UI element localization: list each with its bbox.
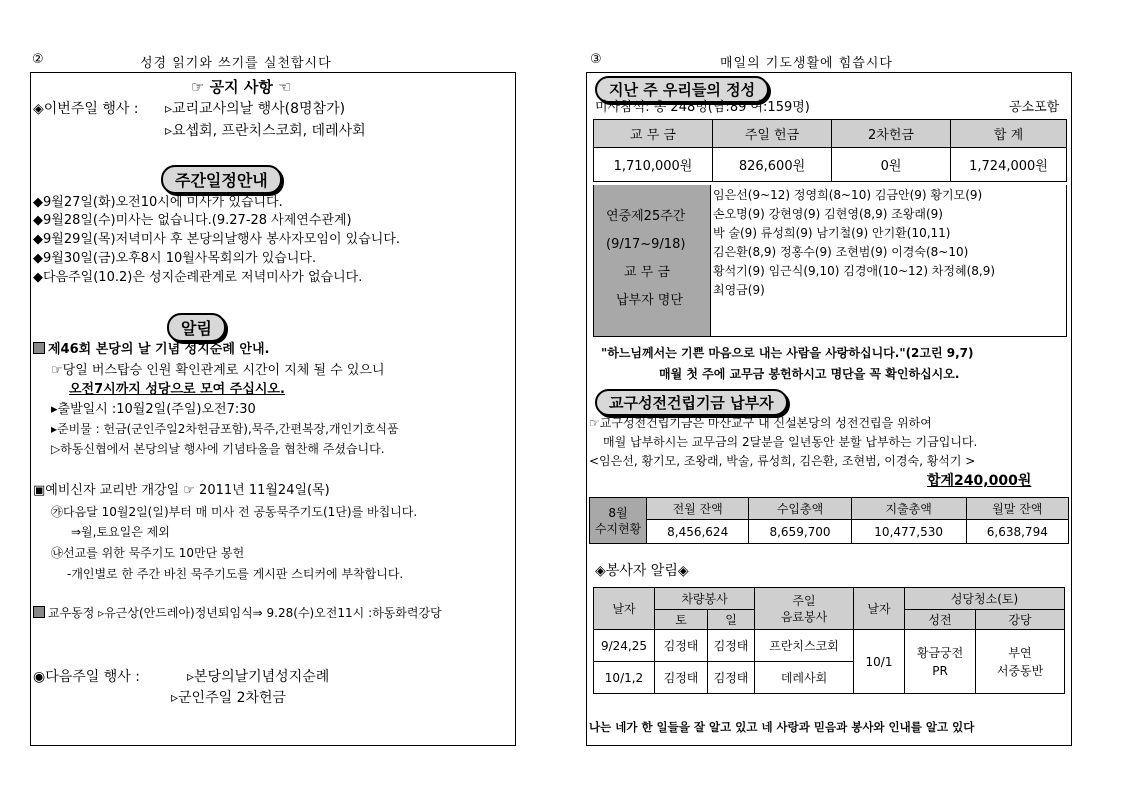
volunteer-header-row-1 bbox=[594, 588, 1065, 610]
next-week-event-2: ▹군인주일 2차헌금 bbox=[171, 690, 287, 706]
volunteer-sun: 김정태 bbox=[708, 630, 755, 662]
donor-line: 최영금(9) bbox=[713, 283, 765, 297]
volunteer-table bbox=[593, 587, 1065, 694]
pilgrim-title-text: 제46회 본당의 날 기념 성지순례 안내. bbox=[48, 342, 270, 357]
catechumen-line-2: ⇒월,토요일은 제외 bbox=[71, 525, 170, 539]
offering-table bbox=[593, 119, 1067, 182]
volunteer-sun: 김정태 bbox=[708, 662, 755, 694]
volunteer-header-hall: 강당 bbox=[976, 610, 1065, 630]
donor-line: 황석기(9) 임근식(9,10) 김경애(10~12) 차정혜(8,9) bbox=[713, 264, 996, 278]
footer-quote: 나는 네가 한 일들을 잘 알고 있고 네 사랑과 믿음과 봉사와 인내를 알고 있다 bbox=[589, 720, 975, 734]
schedule-item-2: ◆9월28일(수)미사는 없습니다.(9.27-28 사제연수관계) bbox=[33, 213, 352, 228]
attendance-note: 공소포함 bbox=[1009, 100, 1060, 115]
finance-value-prev: 8,456,624 bbox=[647, 520, 749, 544]
finance-table bbox=[589, 497, 1069, 544]
donor-line: 박 술(9) 류성희(9) 남기철(9) 안기환(10,11) bbox=[713, 226, 951, 240]
offering-value-second: 0원 bbox=[832, 148, 951, 182]
quote-1: "하느님께서는 기쁜 마음으로 내는 사람을 사랑하십니다."(2고린 9,7) bbox=[601, 346, 974, 360]
building-line-2: 매월 납부하시는 교무금의 2달분을 일년동안 분할 납부하는 기금입니다. bbox=[603, 435, 978, 449]
donor-label-4: 납부자 명단 bbox=[616, 293, 683, 308]
volunteer-hall bbox=[976, 630, 1065, 694]
volunteer-header-date-2: 날자 bbox=[854, 588, 905, 630]
attendance: 미사참석: 총 248명(남:89 여:159명) bbox=[595, 100, 810, 115]
notice-title: ☞ 공지 사항 ☜ bbox=[191, 78, 292, 96]
volunteer-header-clean: 성당청소(토) bbox=[905, 588, 1065, 610]
volunteer-title: ◈봉사자 알림◈ bbox=[595, 563, 689, 579]
donor-line: 김은환(8,9) 정홍수(9) 조현범(9) 이경숙(8~10) bbox=[713, 245, 969, 259]
building-total: 합계240,000원 bbox=[927, 473, 1032, 489]
donor-line: 손오명(9) 강현영(9) 김현영(8,9) 조왕래(9) bbox=[713, 207, 943, 221]
alarm-title: 알림 bbox=[167, 313, 226, 342]
volunteer-clean-date: 10/1 bbox=[854, 630, 905, 694]
finance-header-row bbox=[590, 498, 1069, 520]
volunteer-sanctuary-1: 황금궁전 bbox=[916, 645, 964, 660]
donor-label-3: 교 무 금 bbox=[624, 265, 670, 280]
square-bullet-icon bbox=[33, 606, 45, 618]
offering-title: 지난 주 우리들의 정성 bbox=[595, 76, 769, 103]
volunteer-date: 9/24,25 bbox=[594, 630, 655, 662]
volunteer-header-date: 날자 bbox=[594, 588, 655, 630]
schedule-item-5: ◆다음주일(10.2)은 성지순례관계로 저녁미사가 없습니다. bbox=[33, 270, 363, 285]
schedule-item-1: ◆9월27일(화)오전10시에 미사가 있습니다. bbox=[33, 195, 283, 210]
volunteer-sat: 김정태 bbox=[655, 630, 708, 662]
offering-header-row bbox=[594, 120, 1067, 148]
finance-label-1: 8월 bbox=[608, 505, 628, 520]
finance-header-expense: 지출총액 bbox=[851, 498, 966, 520]
parishioner-news bbox=[33, 605, 442, 621]
volunteer-header-drink bbox=[755, 588, 854, 630]
building-line-3: <임은선, 황기모, 조왕래, 박술, 류성희, 김은환, 조현범, 이경숙, 황석기 > bbox=[589, 454, 976, 468]
building-line-1: ☞교구성전건립기금은 마산교구 내 신설본당의 성전건립을 위하여 bbox=[589, 416, 932, 430]
volunteer-date: 10/1,2 bbox=[594, 662, 655, 694]
next-week-event-1: ▹본당의날기념성지순례 bbox=[187, 669, 330, 685]
square-bullet-icon bbox=[33, 342, 45, 354]
volunteer-sanctuary-2: PR bbox=[932, 663, 948, 678]
volunteer-hall-2: 서중동반 bbox=[996, 663, 1044, 678]
catechumen-line-3: ㉯선교를 위한 묵주기도 10만단 봉헌 bbox=[51, 546, 245, 560]
parishioner-news-text: 교우동정 ▹유근상(안드레아)정년퇴임식⇒ 9.28(수)오전11시 :하동화력강당 bbox=[48, 606, 442, 620]
offering-value-tithe: 1,710,000원 bbox=[594, 148, 713, 182]
pilgrim-line-2: 오전7시까지 성당으로 모여 주십시오. bbox=[69, 382, 285, 397]
finance-header-income: 수입총액 bbox=[749, 498, 851, 520]
page-number-left: ② bbox=[32, 52, 45, 67]
volunteer-hall-1: 부연 bbox=[1008, 645, 1032, 660]
finance-value-row bbox=[590, 520, 1069, 544]
donor-list bbox=[711, 185, 1067, 337]
offering-header-tithe: 교 무 금 bbox=[594, 120, 713, 148]
donor-label-2: (9/17~9/18) bbox=[606, 237, 686, 252]
catechumen-line-1: ㉮다음달 10월2일(일)부터 매 미사 전 공동묵주기도(1단)를 바칩니다. bbox=[51, 505, 418, 519]
this-week-event-2: ▹요셉회, 프란치스코회, 데레사회 bbox=[165, 123, 366, 139]
finance-header-prev: 전월 잔액 bbox=[647, 498, 749, 520]
pilgrim-line-3: ▸출발일시 :10월2일(주일)오전7:30 bbox=[51, 402, 256, 417]
finance-label bbox=[590, 498, 647, 544]
volunteer-header-drink-2: 음료봉사 bbox=[780, 609, 828, 624]
right-panel bbox=[586, 72, 1072, 746]
schedule-item-4: ◆9월30일(금)오후8시 10월사목회의가 있습니다. bbox=[33, 251, 317, 266]
donor-label-box bbox=[593, 185, 711, 337]
volunteer-header-sun: 일 bbox=[708, 610, 755, 630]
offering-value-sunday: 826,600원 bbox=[713, 148, 832, 182]
next-week-label: ◉다음주일 행사 : bbox=[33, 669, 140, 685]
page-number-right: ③ bbox=[590, 52, 603, 67]
building-fund-title: 교구성전건립기금 납부자 bbox=[595, 389, 788, 416]
finance-value-end: 6,638,794 bbox=[966, 520, 1068, 544]
offering-header-total: 합 계 bbox=[951, 120, 1067, 148]
offering-header-sunday: 주일 헌금 bbox=[713, 120, 832, 148]
offering-header-second: 2차헌금 bbox=[832, 120, 951, 148]
volunteer-row bbox=[594, 630, 1065, 662]
volunteer-header-vehicle: 차량봉사 bbox=[655, 588, 755, 610]
offering-value-total: 1,724,000원 bbox=[951, 148, 1067, 182]
pilgrim-title bbox=[33, 342, 269, 358]
this-week-label: ◈이번주일 행사 : bbox=[33, 101, 139, 117]
volunteer-drink: 데레사회 bbox=[755, 662, 854, 694]
left-panel bbox=[30, 72, 516, 746]
offering-value-row bbox=[594, 148, 1067, 182]
page-header-left: 성경 읽기와 쓰기를 실천합시다 bbox=[140, 56, 332, 71]
this-week-event-1: ▹교리교사의날 행사(8명참가) bbox=[165, 101, 346, 117]
volunteer-header-drink-1: 주일 bbox=[792, 593, 816, 608]
page-header-right: 매일의 기도생활에 힘씁시다 bbox=[720, 56, 893, 71]
schedule-item-3: ◆9월29일(목)저녁미사 후 본당의날행사 봉사자모임이 있습니다. bbox=[33, 232, 401, 247]
schedule-title: 주간일정안내 bbox=[161, 165, 282, 194]
catechumen-title: ▣예비신자 교리반 개강일 ☞ 2011년 11월24일(목) bbox=[33, 483, 330, 498]
finance-value-income: 8,659,700 bbox=[749, 520, 851, 544]
pilgrim-line-4: ▸준비물 : 헌금(군인주일2차헌금포함),묵주,간편복장,개인기호식품 bbox=[51, 422, 399, 436]
finance-label-2: 수지현황 bbox=[594, 521, 642, 536]
finance-value-expense: 10,477,530 bbox=[851, 520, 966, 544]
volunteer-header-sat: 토 bbox=[655, 610, 708, 630]
finance-header-end: 월말 잔액 bbox=[966, 498, 1068, 520]
catechumen-line-4: -개인별로 한 주간 바친 묵주기도를 게시판 스티커에 부착합니다. bbox=[67, 567, 404, 581]
volunteer-header-sanctuary: 성전 bbox=[905, 610, 976, 630]
volunteer-sat: 김정태 bbox=[655, 662, 708, 694]
pilgrim-line-5: ▷하동신협에서 본당의날 행사에 기념타올을 협찬해 주셨습니다. bbox=[51, 442, 385, 456]
pilgrim-line-1: ☞당일 버스탑승 인원 확인관계로 시간이 지체 될 수 있으니 bbox=[51, 363, 385, 378]
volunteer-drink: 프란치스코회 bbox=[755, 630, 854, 662]
donor-line: 임은선(9~12) 정영희(8~10) 김금안(9) 황기모(9) bbox=[713, 188, 983, 202]
volunteer-sanctuary bbox=[905, 630, 976, 694]
quote-2: 매월 첫 주에 교무금 봉헌하시고 명단을 꼭 확인하십시오. bbox=[659, 367, 960, 381]
donor-label-1: 연중제25주간 bbox=[606, 209, 686, 224]
